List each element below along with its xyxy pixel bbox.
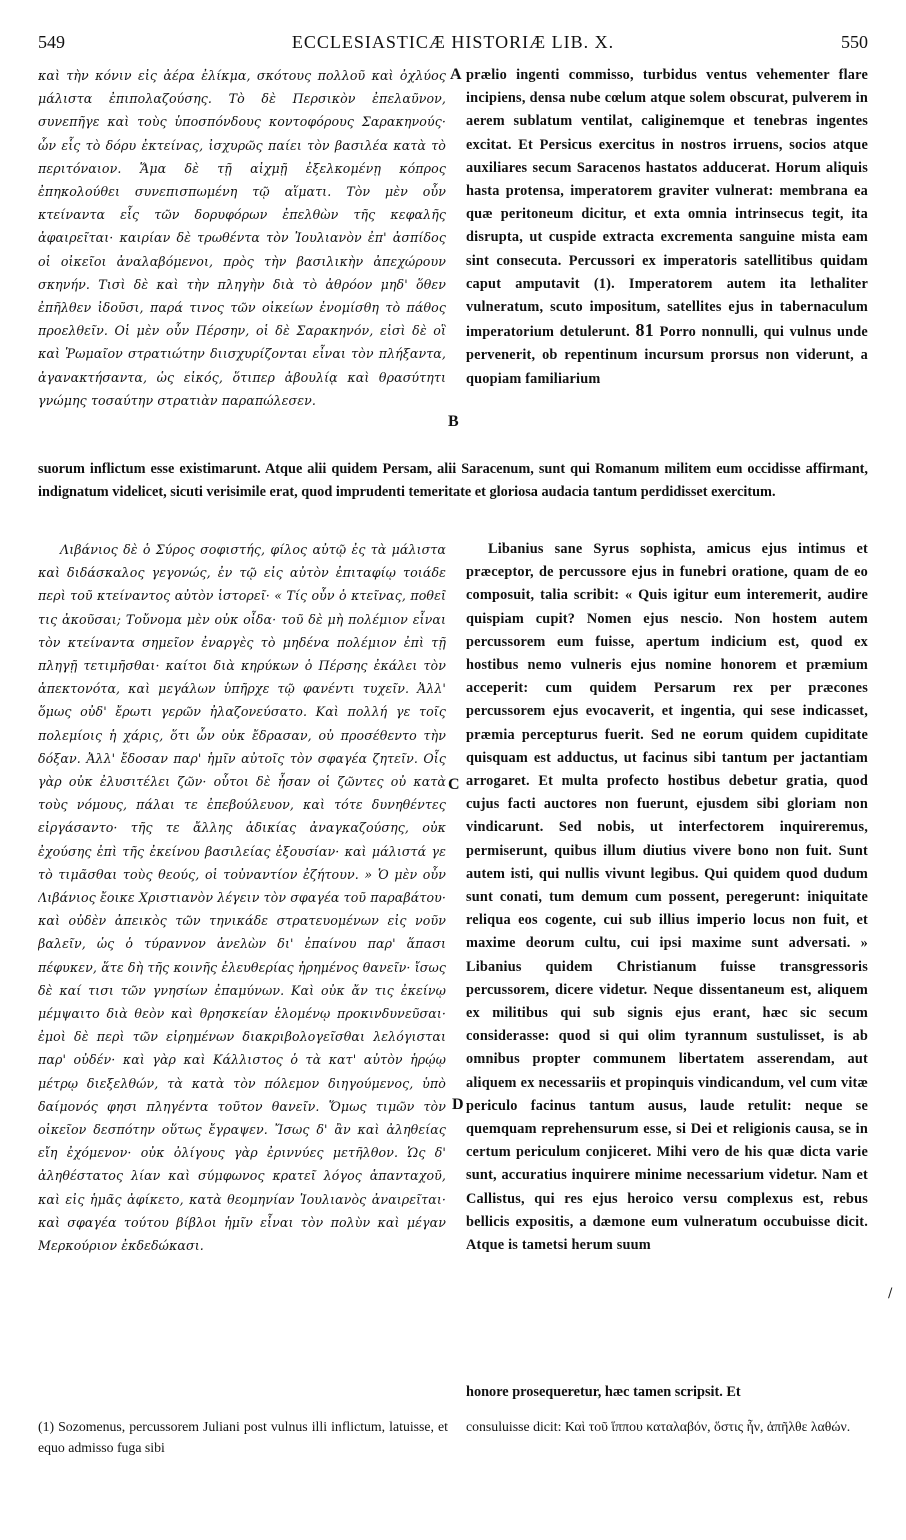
latin-text-1: prælio ingenti commisso, turbidus ventus vehementer flare incipiens, densa nube cœlum atque solem obscurat, pulverem in aerem sublatum ventilat, caliginemque et tenebras ingentes excitat. Et Persicus exercitus in nostros irruens, socios atque auxiliares secum Saracenos hastatos adducerat. Horum aliquis hasta protensa, imperatorem graviter vulnerat: membrana ea quæ peritoneum dicitur, et exta omnia intrinsecus tegit, ita disrupta, ut cuspide extracta excrementa sanguine mista eam sint consecuta. Percussori ex imperatoris satellitibus quidam caput amputavit (1). Imperatorem autem ita lethaliter vulneratum, scuto impositum, satellites ejus in tabernaculum imperatorium detulerunt.	[466, 67, 868, 341]
latin-fullwidth-1: suorum inflictum esse existimarunt. Atque alii quidem Persam, alii Saracenum, sunt qui Romanum militem eum occidisse affirmant, indignatum videlicet, sicuti verisimile erat, quod imprudenti temeritate et gloriosa audacia tantum perdidisset exercitum.	[38, 461, 868, 501]
greek-column-1: καὶ τὴν κόνιν εἰς ἀέρα ἐλίκμα, σκότους πολλοῦ καὶ ὀχλύος μάλιστα ἐπιπολαζούσης. Τὸ δὲ Περσικὸν ἐπελαῦνον, συνεπῆγε καὶ τοὺς ὑποσπόνδους κοντοφόρους Σαρακηνούς· ὧν εἷς τὸ δόρυ ἐκτείνας, ἰσχυρῶς παίει τὸν βασιλέα κατὰ τὸ περιτόναιον. Ἅμα δὲ τῇ αἰχμῇ ἐξελκομένῃ κόπρος ἐπηκολούθει συνεπισπωμένη τῷ αἵματι. Τὸν μὲν οὖν κτείναντα εἷς τῶν δορυφόρων ἐπελθὼν τῆς κεφαλῆς ἀφαιρεῖται· καιρίαν δὲ τρωθέντα τὸν Ἰουλιανὸν ἐπ' ἀσπίδος οἱ οἰκεῖοι ἀναλαβόμενοι, πρὸς τὴν βασιλικὴν ἀπεχώρουν σκηνήν. Τισὶ δὲ καὶ τὴν πληγὴν διὰ τὸ ἀθρόον μηδ' ὅθεν ἐπῆλθεν ἰδοῦσι, παρά τινος τῶν οἰκείων ἐνομίσθη τὸ πάθος προελθεῖν. Οἱ μὲν οὖν Πέρσην, οἱ δὲ Σαρακηνόν, εἰσὶ δὲ οἳ καὶ Ῥωμαῖον στρατιώτην διισχυρίζονται εἶναι τὸν πλήξαντα, ἀγανακτήσαντα, ὡς εἰκός, ὅτιπερ ἀβουλίᾳ καὶ θρασύτητι γνώμης τοσαύτην στρατιὰν παραπώλεσεν.	[38, 68, 446, 408]
greek-column-2: Λιβάνιος δὲ ὁ Σύρος σοφιστής, φίλος αὐτῷ ἐς τὰ μάλιστα καὶ διδάσκαλος γεγονώς, ἐν τῷ εἰς αὐτὸν ἐπιταφίῳ τοιάδε περὶ τοῦ κτείναντος αὐτὸν ἱστορεῖ· « Τίς οὖν ὁ κτεῖνας, ποθεῖ τις ἀκοῦσαι; Τοὔνομα μὲν οὐκ οἶδα· τοῦ δὲ μὴ πολέμιον εἶναι τὸν κτείναντα σημεῖον ἐναργὲς τὸ μηδένα πολέμιον ἐπὶ τῇ πληγῇ τετιμῆσθαι· καίτοι διὰ κηρύκων ὁ Πέρσης ἐκάλει τὸν ἀπεκτονότα, καὶ μεγάλων ὑπῆρχε τῷ φανέντι τυχεῖν. Ἀλλ' ὅμως οὐδ' ἔρωτι γερῶν ἠλαζονεύσατο. Καὶ πολλή γε τοῖς πολεμίοις ἡ χάρις, ὅτι ὧν οὐκ ἔδρασαν, οὐ προσέθεντο τὴν δόξαν. Ἀλλ' ἔδοσαν παρ' ἡμῖν αὐτοῖς τὸν σφαγέα ζητεῖν. Οἷς γὰρ οὐκ ἐλυσιτέλει ζῶν· οὗτοι δὲ ἦσαν οἱ ζῶντες οὐ κατὰ τοὺς νόμους, πάλαι τε ἐπεβούλευον, καὶ τότε δυνηθέντες εἰργάσαντο· τῆς τε ἄλλης ἀδικίας ἀναγκαζούσης, οὐκ ἐχούσης ἐπὶ τῆς ἐκείνου βασιλείας ἐξουσίαν· καὶ μάλιστά γε τὸ τιμᾶσθαι τοὺς θεούς, οἱ τοὐναντίον ἐζήτουν. » Ὁ μὲν οὖν Λιβάνιος ἔοικε Χριστιανὸν λέγειν τὸν σφαγέα τοῦ παραβάτου· καὶ οὐδὲν ἀπεικὸς τῶν τηνικάδε στρατευομένων εἰς νοῦν βαλεῖν, ὡς ὁ τύραννον ἀνελὼν δι' ἐπαίνου παρ' ἅπασι πέφυκεν, ἅτε δὴ τῆς κοινῆς ἐλευθερίας ἠρημένος θανεῖν· ἴσως δὲ καί τισι τῶν γνησίων ἐπαμύνων. Καὶ οὐκ ἄν τις ἐκείνῳ μέμψαιτο διὰ θεὸν καὶ θρησκείαν ἑλομένῳ προκινδυνεῦσαι· ἐμοὶ δὲ περὶ τῶν εἰρημένων διακριβολογεῖσθαι λελόγισται παρ' οὐδέν· καὶ γὰρ καὶ Κάλλιστος ὁ τὰ κατ' αὐτὸν ἡρῴῳ μέτρῳ διεξελθών, τὰ κατὰ τὸν πόλεμον διηγούμενος, ὑπὸ δαίμονός φησι πληγέντα τοῦτον θανεῖν. Ὅμως τιμῶν τὸν οἰκεῖον δεσπότην οὕτως ἔγραψεν. Ἴσως δ' ἂν καὶ ἀληθείας εἴη ἐχόμενον· οὐκ ὀλίγους γὰρ ἐριννύες μετῆλθον. Ὡς δ' ἀληθέστατος λίαν καὶ σύμφωνος κρατεῖ λόγος ἁπανταχοῦ, καὶ εἰς ἡμᾶς ἀφίκετο, κατὰ θεομηνίαν Ἰουλιανὸς ἀναιρεῖται· καὶ σφαγέα τούτου βίβλοι ἡμῖν εἶναι τὸν πολὺν καὶ μέγαν Μερκούριον ἐκδεδώκασι.	[38, 542, 446, 1254]
running-title: ECCLESIASTICÆ HISTORIÆ LIB. X.	[291, 32, 615, 52]
footnote-right: consuluisse dicit: Καὶ τοῦ ἵππου καταλαβόν, ὅστις ἦν, ἀπῆλθε λαθών.	[466, 1419, 851, 1434]
page-number-right: 550	[841, 32, 868, 52]
latin-column-2: Libanius sane Syrus sophista, amicus ejus intimus et præceptor, de percussore ejus in funebri oratione, quam de eo composuit, talia scribit: « Quis igitur eum interemerit, audire quispiam cupit? Nomen ejus nescio. Non hostem autem percussorem eum fuisse, apertum indicium est, quod ex hostibus nemo vulneris ejus nomine honorem et præmium acceperit: cum quidem Persarum rex per præcones percussorem ejus evocaverit, et ingentia, qui sese indicasset, præmia percepturus fuerit. Sed ne eorum quidem cupiditate quisquam est adductus, ut facinus sibi tantum per jactantiam arrogaret. Et multa profecto hostibus debetur gratia, quod cujus facti auctores non fuerunt, ejusdem sibi gloriam non vindicarunt. Sed nobis, ut interfectorem inquireremus, permiserunt, quibus illum diutius vivere bono non fuit. Sunt autem isti, qui nullis vivunt legibus. Qui quidem quod dudum sunt conati, tum demum cum possent, peregerunt: iniquitate reliqua eos cogente, cui sub illius imperio locus non fuit, et maxime deorum cultu, cui ipsi maxime sunt adversati. » Libanius quidem Christianum fuisse transgressoris percussorem, dicere videtur. Neque dissentaneum est, aliquem ex militibus qui sub signis ejus erant, hæc sic secum considerasse: quod si qui olim tyrannum sustulisset, is ab omnibus propter communem libertatem asserendam, aut aliquem ex necessariis et propinquis vindicandum, vel cum vitæ periculo facinus tantum ausus, laude retulit: neque se quemquam reprehensurum esse, si Dei et religionis causa, se in certum periculum conjiceret. Mihi vero de his quæ dicta varie sunt, accuratius inquirere minime necessarium videtur. Nam et Callistus, qui res ejus heroico versu complexus est, rebus bellicis expositis, a dæmone eum vulneratum occubuisse dicit. Atque is tametsi herum suum	[466, 541, 868, 1254]
footnote-left: (1) Sozomenus, percussorem Juliani post vulnus illi inflictum, latuisse, et equo admisso fuga sibi	[38, 1419, 448, 1455]
latin-column-1	[466, 64, 868, 460]
margin-letter-a: A	[450, 66, 462, 83]
latin-fullwidth-2: honore prosequeretur, hæc tamen scripsit. Et	[466, 1384, 741, 1400]
running-header	[30, 30, 876, 58]
margin-letter-c: C	[448, 776, 460, 793]
margin-letter-d: D	[452, 1096, 464, 1113]
page-number-left: 549	[38, 32, 65, 52]
stray-mark: /	[888, 1286, 893, 1301]
section-number-81: 81	[635, 320, 654, 341]
margin-letter-b: B	[448, 413, 459, 430]
latin-text-1-end: Porro nonnulli, qui vulnus unde pervenerit, ob repentinum incursum prorsus non viderunt, a quopiam familiarium	[466, 324, 868, 387]
